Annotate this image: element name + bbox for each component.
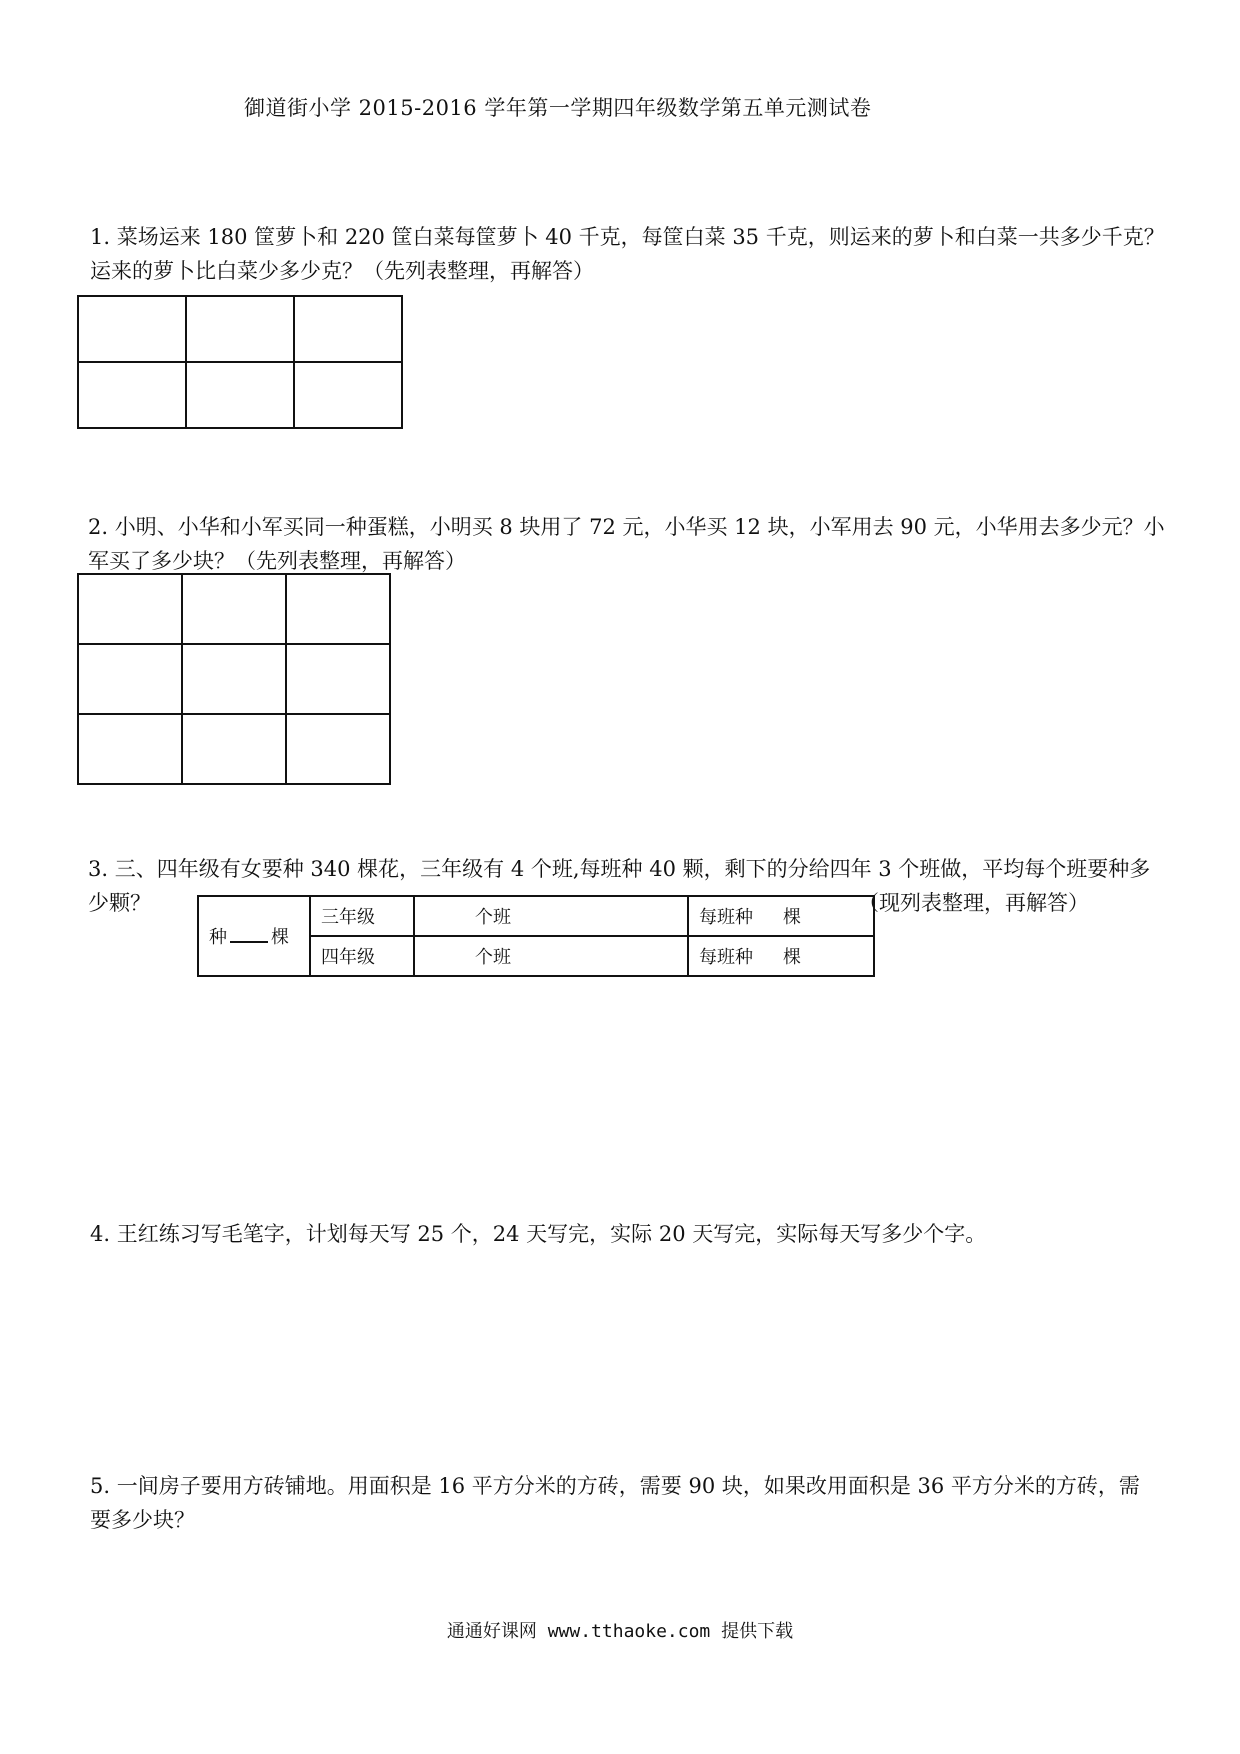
per-class-prefix: 每班种: [699, 947, 753, 968]
question-4-line-1: 4. 王红练习写毛笔字，计划每天写 25 个，24 天写完，实际 20 天写完，实际每天写多少个字。: [90, 1222, 987, 1246]
footer-credit: 通通好课网 www.tthaoke.com 提供下载: [446, 1621, 794, 1642]
per-class-suffix: 棵: [783, 947, 801, 968]
question-5: [90, 1469, 1140, 1537]
page-title: 御道街小学 2015-2016 学年第一学期四年级数学第五单元测试卷: [244, 96, 872, 120]
question-5-line-2: 要多少块？: [90, 1508, 195, 1532]
grid-cell: [78, 574, 182, 644]
question-3-note: （现列表整理，再解答）: [858, 891, 1089, 915]
question-4: [90, 1217, 986, 1251]
question-2-line-1: 2. 小明、小华和小军买同一种蛋糕，小明买 8 块用了 72 元，小华买 12 块，小军用去 90 元，小华用去多少元？小: [88, 515, 1165, 539]
grid-cell: [286, 574, 390, 644]
question-2: [88, 510, 1165, 578]
question-3-line-1: 3. 三、四年级有女要种 340 棵花，三年级有 4 个班,每班种 40 颗，剩下的分给四年 3 个班做，平均每个班要种多: [88, 857, 1151, 881]
grid-cell: [78, 714, 182, 784]
grid-cell: [182, 574, 286, 644]
classes-cell: 个班: [414, 896, 688, 936]
grid-cell: [78, 296, 186, 362]
per-class-cell: [688, 936, 874, 976]
grid-cell: [186, 296, 294, 362]
grid-cell: [294, 296, 402, 362]
grid-cell: [286, 714, 390, 784]
question-2-answer-grid: [77, 573, 391, 785]
grade-cell: 四年级: [310, 936, 414, 976]
question-1-line-2: 运来的萝卜比白菜少多少克？（先列表整理，再解答）: [90, 259, 594, 283]
question-3-table: [197, 895, 875, 977]
question-3-line-2: 少颗？: [88, 891, 151, 915]
grade-cell: 三年级: [310, 896, 414, 936]
per-class-suffix: 棵: [783, 907, 801, 928]
per-class-cell: [688, 896, 874, 936]
total-prefix: 种: [209, 927, 227, 948]
total-blank: [230, 923, 268, 943]
question-5-line-1: 5. 一间房子要用方砖铺地。用面积是 16 平方分米的方砖，需要 90 块，如果改用面积是 36 平方分米的方砖，需: [90, 1474, 1140, 1498]
grid-cell: [78, 362, 186, 428]
grid-cell: [294, 362, 402, 428]
classes-cell: 个班: [414, 936, 688, 976]
question-1: [90, 220, 1165, 288]
question-2-line-2: 军买了多少块？（先列表整理，再解答）: [88, 549, 466, 573]
grid-cell: [182, 644, 286, 714]
question-1-line-1: 1. 菜场运来 180 筐萝卜和 220 筐白菜每筐萝卜 40 千克，每筐白菜 35 千克，则运来的萝卜和白菜一共多少千克？: [90, 225, 1165, 249]
per-class-prefix: 每班种: [699, 907, 753, 928]
total-cell: [198, 896, 310, 976]
question-1-answer-grid: [77, 295, 403, 429]
total-suffix: 棵: [271, 927, 289, 948]
grid-cell: [182, 714, 286, 784]
grid-cell: [78, 644, 182, 714]
grid-cell: [186, 362, 294, 428]
grid-cell: [286, 644, 390, 714]
